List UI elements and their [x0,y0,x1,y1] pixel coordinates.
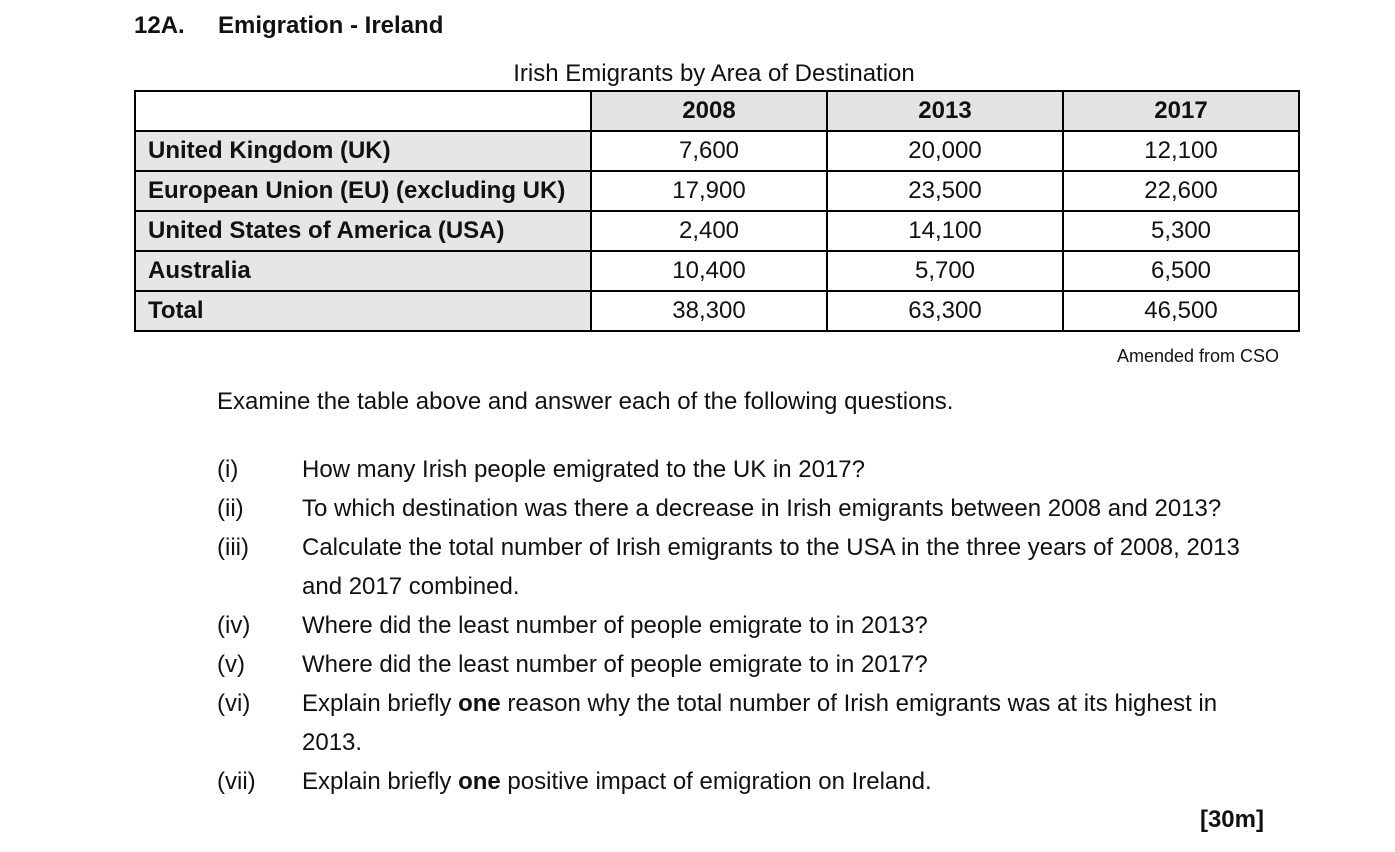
question-numeral: (vii) [217,768,256,795]
question-text: Explain briefly one reason why the total number of Irish emigrants was at its highest in 2013. [302,690,1218,756]
instructions: Examine the table above and answer each of the following questions. [217,388,954,415]
question-list [217,450,1317,801]
question-numeral: (iv) [217,612,251,639]
table-cell: 63,300 [827,291,1063,331]
table-cell: 14,100 [827,211,1063,251]
header-blank-cell [135,91,591,131]
question-item [217,645,1317,684]
question-numeral: (vi) [217,690,251,717]
table-source: Amended from CSO [1116,346,1279,366]
table-row [135,171,1299,211]
column-header: 2008 [591,91,827,131]
table-cell: 22,600 [1063,171,1299,211]
row-label: Australia [135,251,591,291]
question-text: Where did the least number of people emigrate to in 2017? [302,651,928,678]
table-cell: 17,900 [591,171,827,211]
table-cell: 2,400 [591,211,827,251]
table-cell: 20,000 [827,131,1063,171]
question-text: Calculate the total number of Irish emigrants to the USA in the three years of 2008, 2013 and 2017 combined. [302,534,1240,600]
question-numeral: (ii) [217,495,244,522]
question-item [217,684,1317,762]
question-numeral: (iii) [217,534,249,561]
question-text: Where did the least number of people emigrate to in 2013? [302,612,928,639]
table-row [135,131,1299,171]
table-header-row [135,91,1299,131]
table-cell: 23,500 [827,171,1063,211]
question-numeral: (i) [217,456,239,483]
question-text: Explain briefly one positive impact of emigration on Ireland. [302,768,932,795]
emigration-table [134,90,1300,332]
question-title: Emigration - Ireland [218,12,444,39]
question-number: 12A. [134,12,185,39]
table-cell: 5,300 [1063,211,1299,251]
table-row-total [135,291,1299,331]
table-cell: 10,400 [591,251,827,291]
question-item [217,606,1317,645]
table-cell: 5,700 [827,251,1063,291]
table-cell: 46,500 [1063,291,1299,331]
question-item [217,450,1317,489]
question-numeral: (v) [217,651,245,678]
question-text: To which destination was there a decrease in Irish emigrants between 2008 and 2013? [302,495,1222,522]
row-label: United Kingdom (UK) [135,131,591,171]
row-label: Total [135,291,591,331]
column-header: 2013 [827,91,1063,131]
question-text: How many Irish people emigrated to the UK in 2017? [302,456,865,483]
question-item [217,489,1317,528]
table-row [135,251,1299,291]
question-heading [134,12,443,40]
table-row [135,211,1299,251]
table-cell: 12,100 [1063,131,1299,171]
row-label: European Union (EU) (excluding UK) [135,171,591,211]
marks-label: [30m] [1199,806,1264,833]
table-cell: 38,300 [591,291,827,331]
table-cell: 7,600 [591,131,827,171]
question-item [217,528,1317,606]
column-header: 2017 [1063,91,1299,131]
row-label: United States of America (USA) [135,211,591,251]
question-item [217,762,1317,801]
table-caption: Irish Emigrants by Area of Destination [513,60,915,87]
table-cell: 6,500 [1063,251,1299,291]
